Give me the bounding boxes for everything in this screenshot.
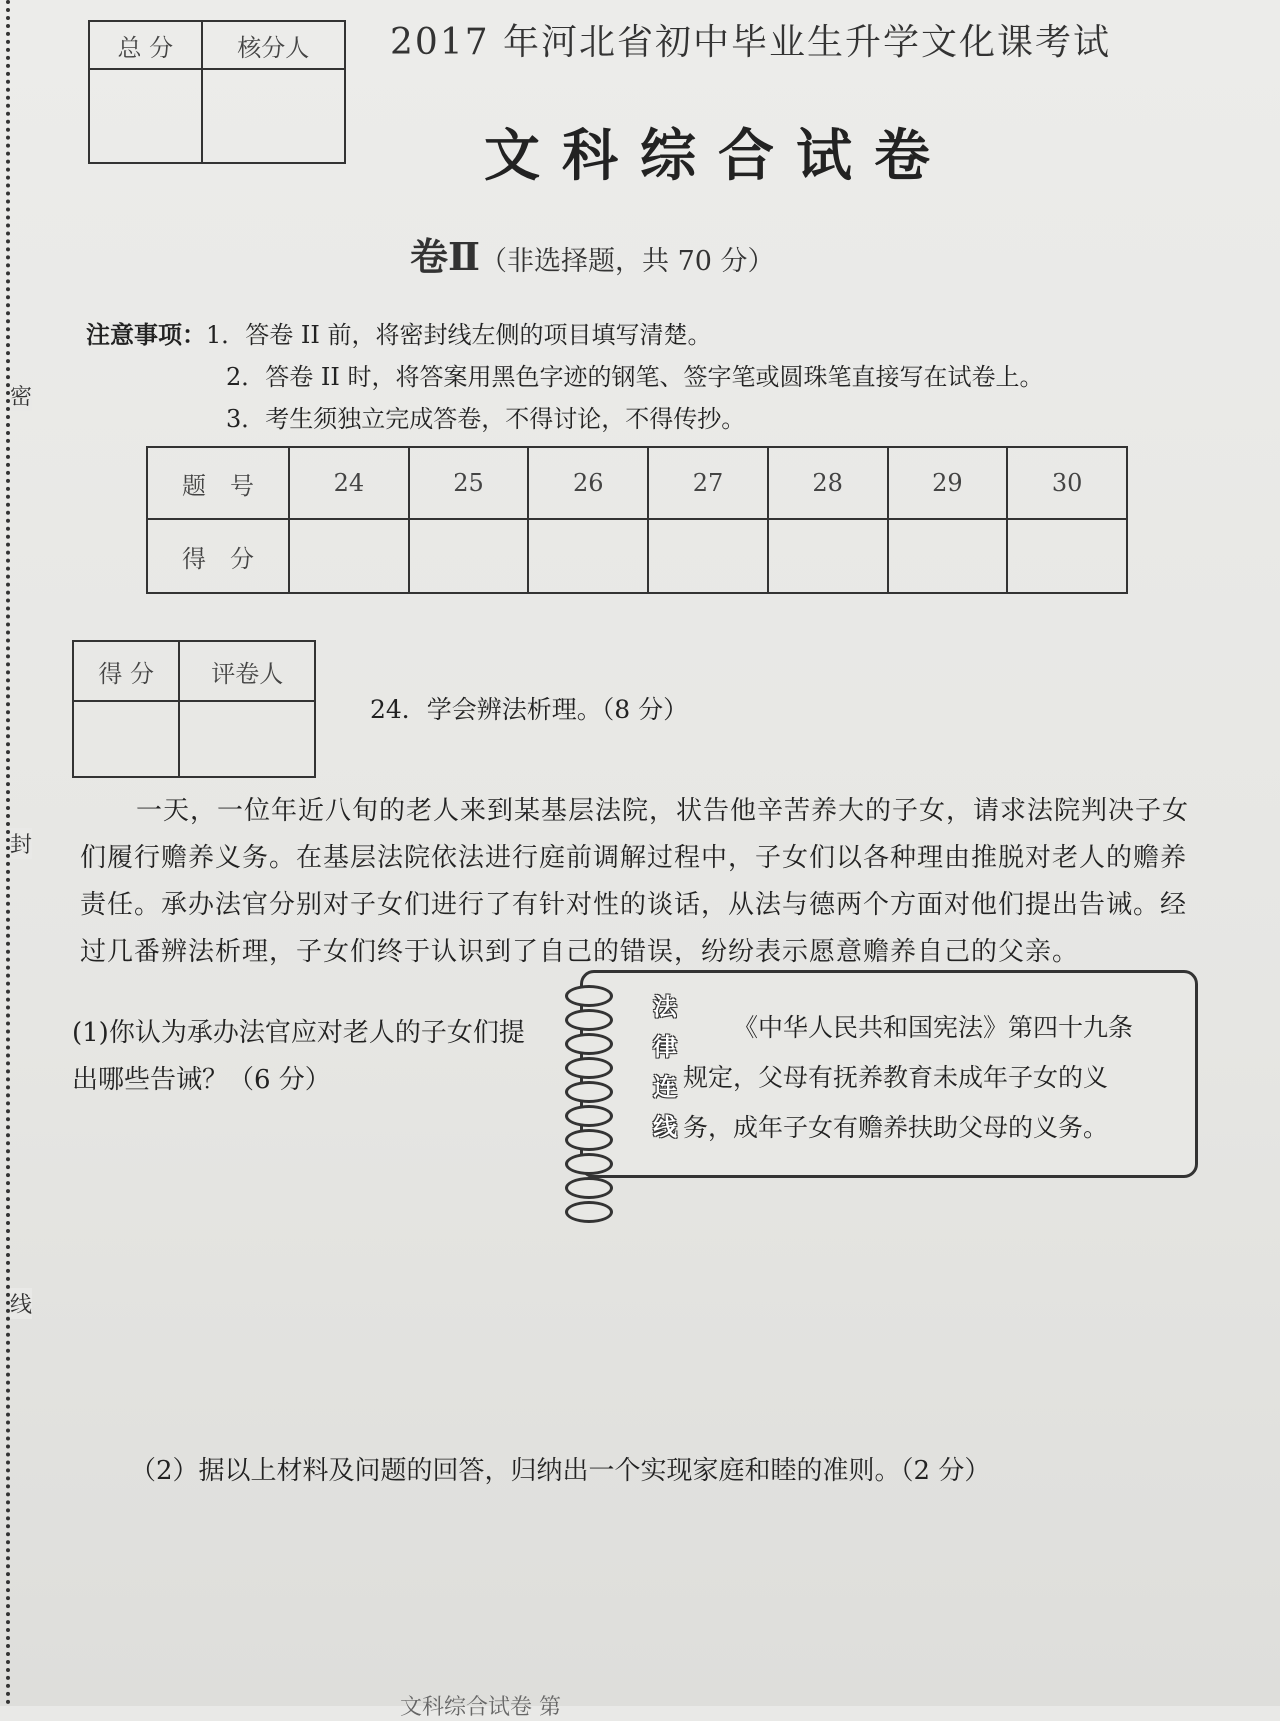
law-text-line: 务，成年子女有赡养扶助父母的义务。 (683, 1113, 1109, 1142)
instructions (86, 314, 1044, 440)
section-main: 卷Ⅱ (410, 234, 481, 279)
question-number: 24 (289, 447, 409, 519)
instruction-item: 1．答卷 II 前，将密封线左侧的项目填写清楚。 (206, 321, 712, 349)
law-text-line: 《中华人民共和国宪法》第四十九条 (733, 1013, 1134, 1042)
total-score-box (88, 20, 346, 164)
score-table (146, 446, 1128, 594)
material-paragraph: 一天，一位年近八旬的老人来到某基层法院，状告他辛苦养大的子女，请求法院判决子女们履行赡养义务。在基层法院依法进行庭前调解过程中，子女们以各种理由推脱对老人的赡养责任。承办法官分别对子女们进行了有针对性的谈话，从法与德两个方面对他们提出告诫。经过几番辨法析理，子女们终于认识到了自己的错误，纷纷表示愿意赡养自己的父亲。 (80, 796, 1190, 967)
total-score-cell[interactable] (89, 69, 202, 163)
score-table-header-score: 得 分 (147, 519, 289, 593)
question-number: 29 (888, 447, 1008, 519)
question-24-material (80, 788, 1200, 976)
score-cell[interactable] (768, 519, 888, 593)
question-number: 25 (409, 447, 529, 519)
exam-title: 2017 年河北省初中毕业生升学文化课考试 (390, 22, 1112, 63)
law-link-tag: 法 律 连 线 (653, 992, 677, 1141)
checker-label: 核分人 (202, 21, 345, 69)
score-cell[interactable] (888, 519, 1008, 593)
law-link-text (683, 1003, 1173, 1153)
grader-label: 评卷人 (179, 641, 315, 701)
seal-char-mi: 密 (10, 380, 32, 411)
instruction-item: 3．考生须独立完成答卷，不得讨论，不得传抄。 (226, 405, 746, 433)
score-cell[interactable] (409, 519, 529, 593)
law-link-box (580, 970, 1198, 1178)
question-number: 26 (528, 447, 648, 519)
score-cell[interactable] (289, 519, 409, 593)
paper-title: 文科综合试卷 (484, 123, 952, 189)
total-score-label: 总 分 (89, 21, 202, 69)
section-note: （非选择题，共 70 分） (480, 246, 775, 277)
spiral-binding-icon (565, 985, 613, 1225)
grader-score-label: 得 分 (73, 641, 179, 701)
question-number: 28 (768, 447, 888, 519)
question-24-1: (1)你认为承办法官应对老人的子女们提出哪些告诫？（6 分） (72, 1018, 525, 1095)
seal-char-xian: 线 (10, 1288, 32, 1319)
grader-score-cell[interactable] (73, 701, 179, 777)
instruction-item: 2．答卷 II 时，将答案用黑色字迹的钢笔、签字笔或圆珠笔直接写在试卷上。 (226, 363, 1044, 391)
score-cell[interactable] (1007, 519, 1127, 593)
page-footer: 文科综合试卷 第 (400, 1695, 561, 1720)
section-title (410, 226, 775, 281)
question-24-2: （2）据以上材料及问题的回答，归纳出一个实现家庭和睦的准则。（2 分） (130, 1456, 991, 1486)
score-table-header-question: 题 号 (147, 447, 289, 519)
question-number: 27 (648, 447, 768, 519)
score-cell[interactable] (528, 519, 648, 593)
question-24-title: 24．学会辨法析理。（8 分） (370, 695, 689, 724)
instructions-label: 注意事项： (86, 320, 206, 349)
seal-char-feng: 封 (10, 828, 32, 859)
grader-box (72, 640, 316, 778)
law-text-line: 规定，父母有抚养教育未成年子女的义 (683, 1063, 1109, 1092)
score-cell[interactable] (648, 519, 768, 593)
checker-cell[interactable] (202, 69, 345, 163)
grader-cell[interactable] (179, 701, 315, 777)
question-number: 30 (1007, 447, 1127, 519)
